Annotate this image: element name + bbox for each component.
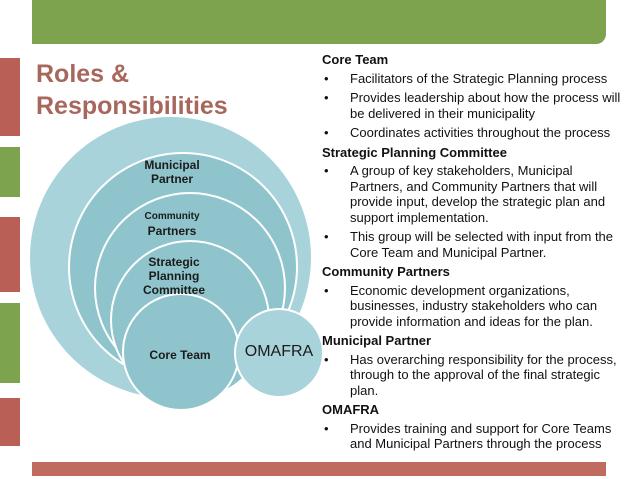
bullet-icon: • <box>324 282 329 298</box>
bullet-item <box>322 90 628 121</box>
section-heading: Core Team <box>322 52 389 67</box>
bullet-text: Coordinates activities throughout the process <box>350 125 611 140</box>
left-accent-tab <box>0 398 20 446</box>
left-accent-tab <box>0 217 20 292</box>
bullet-icon: • <box>324 70 329 86</box>
community-partners-label <box>130 210 214 238</box>
omafra-label: OMAFRA <box>244 343 314 360</box>
bullet-item <box>322 125 628 141</box>
bullet-icon: • <box>324 125 329 140</box>
bullet-icon: • <box>324 229 329 244</box>
left-accent-tab <box>0 147 20 197</box>
section-heading: Strategic Planning Committee <box>322 144 507 160</box>
top-accent-bar <box>32 0 606 44</box>
bullet-text: Economic development organizations, businesses, industry stakeholders who can provide information and ideas for the plan. <box>350 282 598 329</box>
bullet-item <box>322 229 628 260</box>
bullet-text: Has overarching responsibility for the process, through to the approval of the final strategic plan. <box>350 351 617 398</box>
bullet-item <box>322 421 628 452</box>
slide-title <box>36 58 228 122</box>
core-team-label: Core Team <box>149 348 211 362</box>
bullet-item <box>322 71 628 87</box>
section-heading: Municipal Partner <box>322 333 432 348</box>
bullet-icon: • <box>324 90 329 105</box>
community-partners-label-small: Community <box>144 211 200 222</box>
left-accent-tab <box>0 58 20 136</box>
municipal-partner-label: Municipal Partner <box>144 158 200 186</box>
slide-title-line-2: Responsibilities <box>36 92 228 120</box>
left-accent-tab <box>0 303 20 383</box>
roles-description <box>322 52 628 456</box>
bullet-text: This group will be selected with input from the Core Team and Municipal Partner. <box>350 229 614 260</box>
section-heading: Community Partners <box>322 264 450 279</box>
bullet-text: Provides leadership about how the process will be delivered in their municipality <box>350 90 621 121</box>
bullet-item <box>322 352 628 399</box>
bullet-text: Facilitators of the Strategic Planning process <box>350 70 608 86</box>
bullet-icon: • <box>324 163 329 178</box>
section-heading: OMAFRA <box>322 402 380 417</box>
strategic-planning-committee-label: Strategic Planning Committee <box>142 255 205 297</box>
bullet-item <box>322 163 628 225</box>
slide-title-line-1: Roles & <box>36 60 130 88</box>
bullet-item <box>322 283 628 330</box>
bullet-text: Provides training and support for Core Teams and Municipal Partners through the process <box>350 420 612 451</box>
community-partners-label-big: Partners <box>147 224 197 238</box>
bullet-icon: • <box>324 420 329 436</box>
bullet-icon: • <box>324 351 329 367</box>
bullet-text: A group of key stakeholders, Municipal Partners, and Community Partners that will provide input, develop the strategic plan and support implementation. <box>350 163 606 225</box>
bottom-accent-bar <box>32 462 606 476</box>
